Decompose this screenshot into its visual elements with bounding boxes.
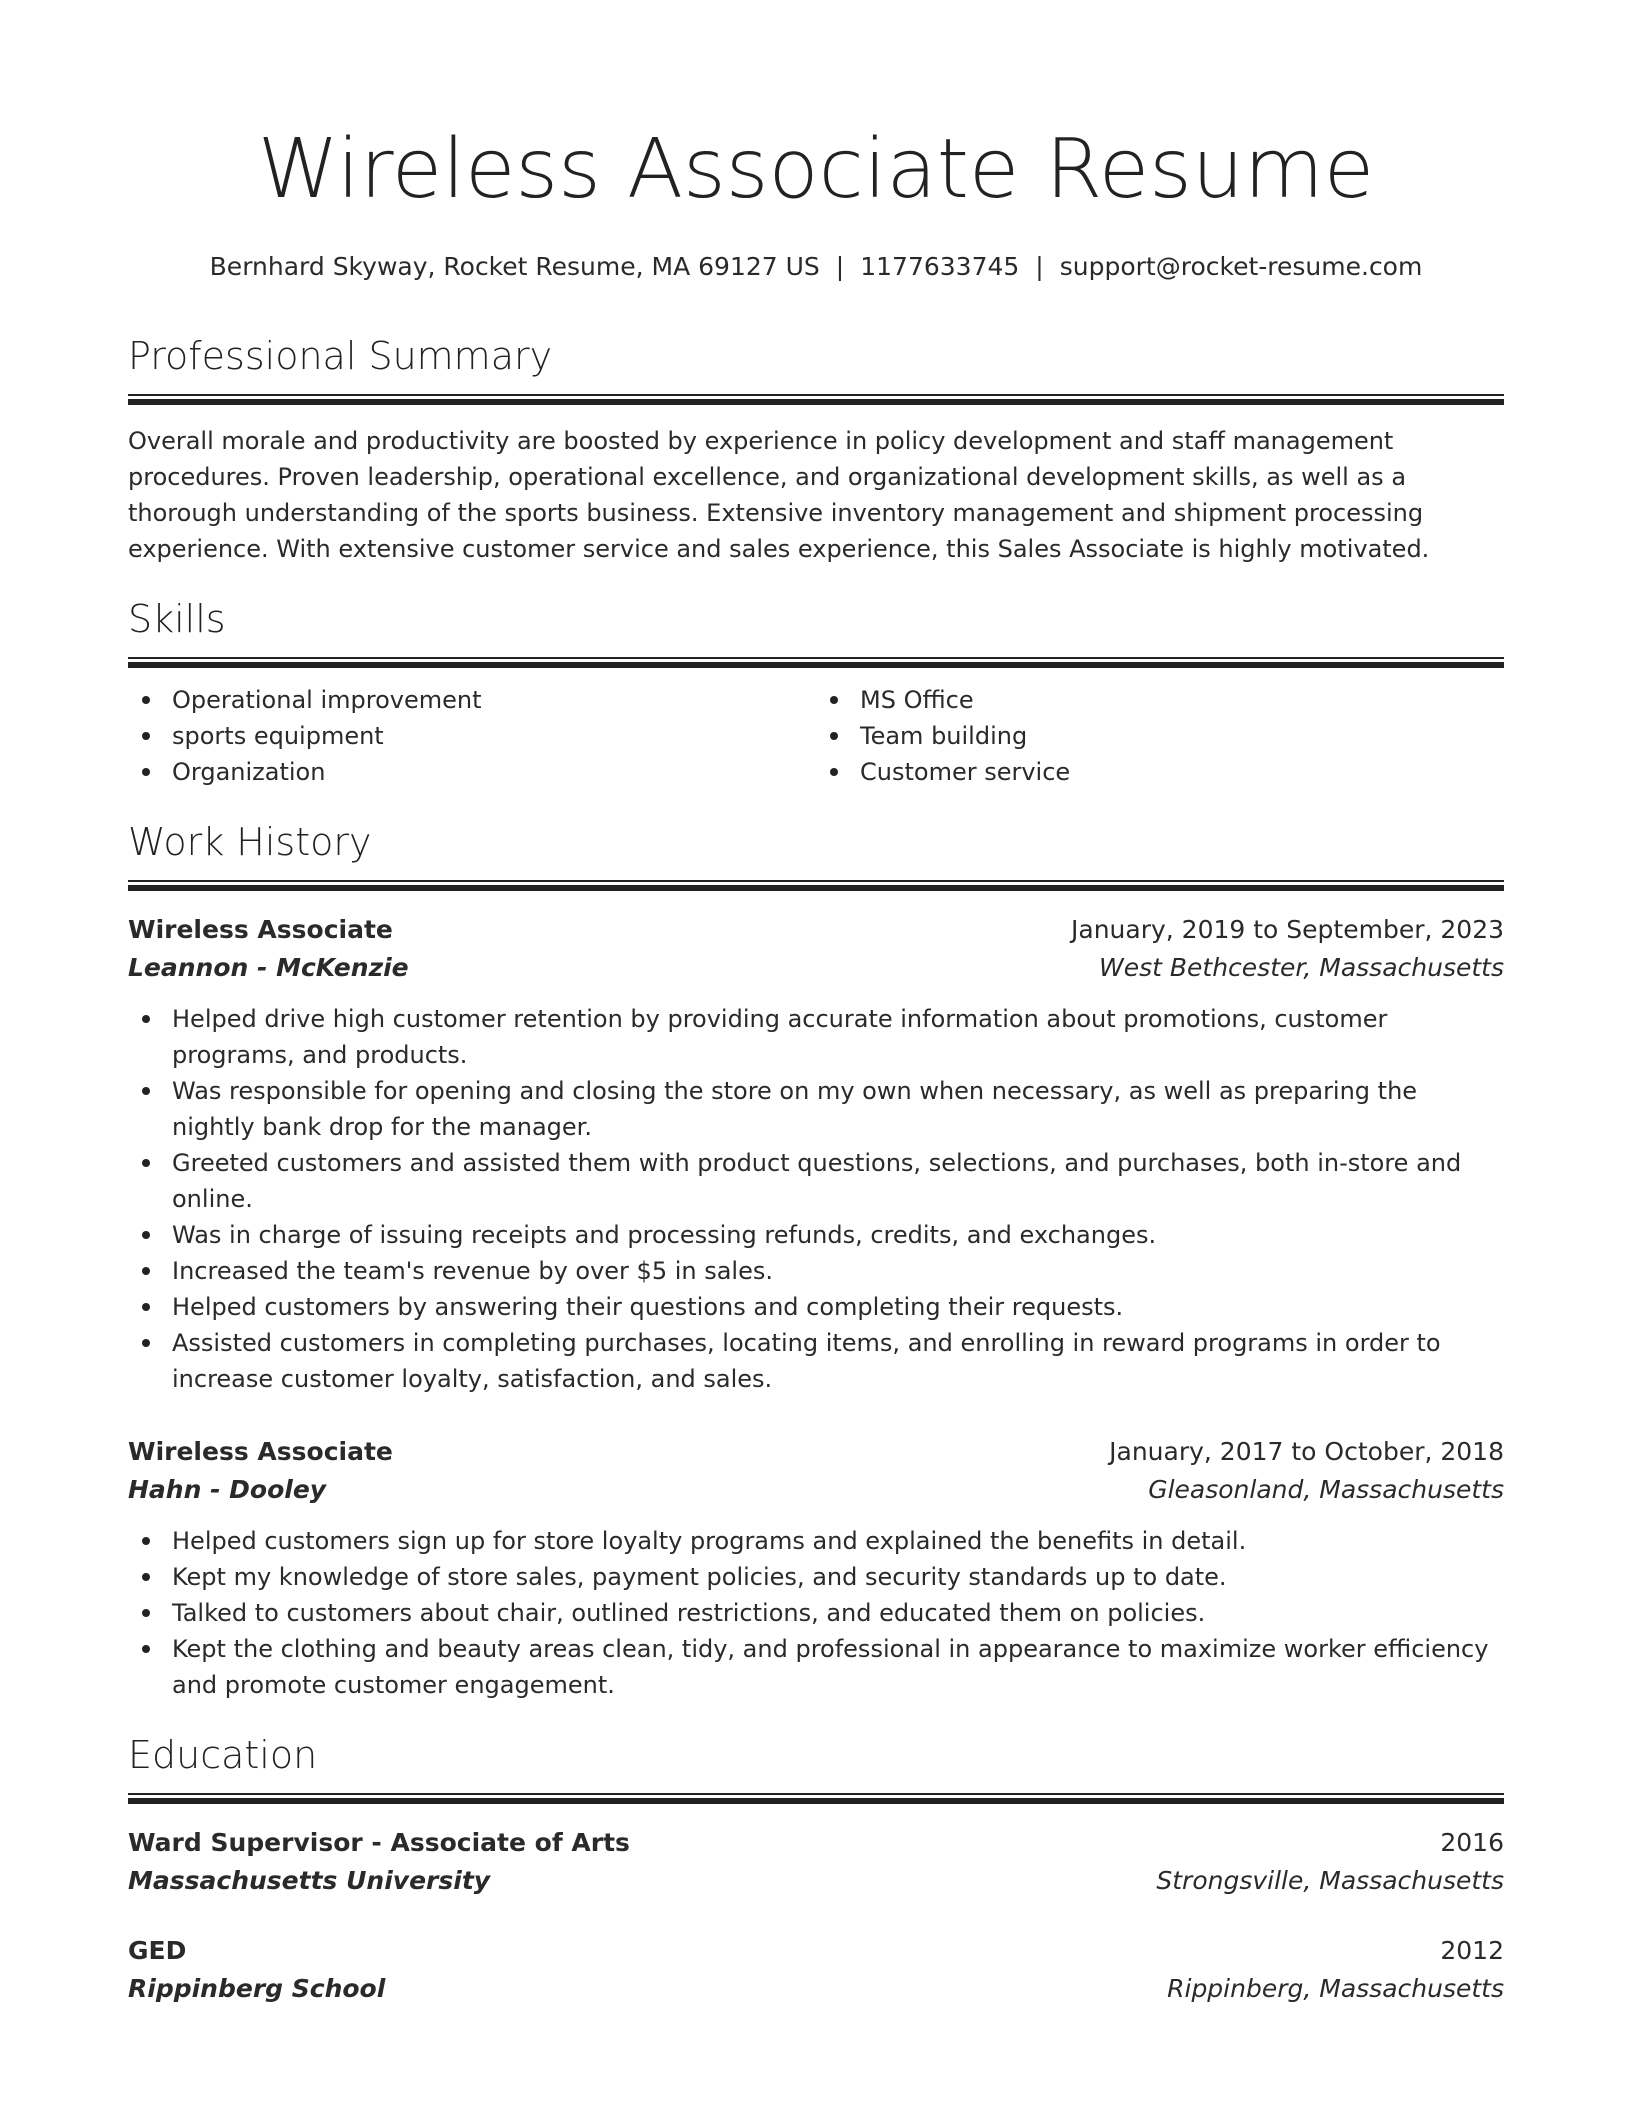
job-dates: January, 2017 to October, 2018 [1109,1437,1504,1466]
contact-separator: | [1035,252,1044,281]
skill-item: sports equipment [172,718,816,754]
work-history-section [128,818,1504,1703]
job-header-row [128,911,1504,949]
job-company-row [128,949,1504,987]
summary-section [128,332,1504,567]
skills-list [128,682,1504,790]
summary-heading: Professional Summary [128,334,553,378]
resume-title: Wireless Associate Resume [257,122,1375,217]
skills-heading: Skills [128,597,226,641]
job-bullet: Helped drive high customer retention by providing accurate information about promotions, customer programs, and products. [172,1001,1504,1073]
education-school: Rippinberg School [128,1974,386,2003]
education-school: Massachusetts University [128,1866,491,1895]
skill-item: Organization [172,754,816,790]
skills-section [128,595,1504,790]
contact-separator: | [835,252,845,281]
job-title: Wireless Associate [128,915,393,944]
work-history-heading: Work History [128,820,372,864]
education-location: Rippinberg, Massachusetts [1167,1974,1504,2003]
contact-address: Bernhard Skyway, Rocket Resume, MA 69127 US [209,252,820,281]
job-company: Hahn - Dooley [128,1475,327,1504]
job-bullet: Helped customers sign up for store loyalty programs and explained the benefits in detail. [172,1523,1504,1559]
skill-item: Operational improvement [172,682,816,718]
contact-line [128,250,1504,284]
job-header-row [128,1433,1504,1471]
education-entry [128,1824,1504,1900]
contact-phone: 1177633745 [860,252,1020,281]
skill-item: Team building [860,718,1504,754]
summary-text: Overall morale and productivity are boosted by experience in policy development and staff management procedures. Proven leadership, operational excellence, and organizational development skills, as well as a thorough understanding of the sports business. Extensive inventory management and shipment processing experience. With extensive customer service and sales experience, this Sales Associate is highly motivated. [128,427,1430,563]
job-bullet: Talked to customers about chair, outlined restrictions, and educated them on policies. [172,1595,1504,1631]
job-bullet: Was in charge of issuing receipts and processing refunds, credits, and exchanges. [172,1217,1504,1253]
education-entry [128,1932,1504,2008]
education-location: Strongsville, Massachusetts [1156,1866,1504,1895]
skills-column-right [816,682,1504,790]
job-location: Gleasonland, Massachusetts [1148,1475,1504,1504]
contact-email: support@rocket-resume.com [1059,252,1423,281]
job-entry [128,911,1504,1397]
education-school-row [128,1862,1504,1900]
section-divider [128,880,1504,891]
education-header-row [128,1932,1504,1970]
education-header-row [128,1824,1504,1862]
job-bullets [128,1001,1504,1397]
section-divider [128,657,1504,668]
skill-item: Customer service [860,754,1504,790]
education-degree: GED [128,1936,187,1965]
job-company-row [128,1471,1504,1509]
job-title: Wireless Associate [128,1437,393,1466]
section-divider [128,1793,1504,1804]
job-bullet: Assisted customers in completing purchases, locating items, and enrolling in reward programs in order to increase customer loyalty, satisfaction, and sales. [172,1325,1504,1397]
job-dates: January, 2019 to September, 2023 [1071,915,1504,944]
section-divider [128,394,1504,405]
job-bullet: Greeted customers and assisted them with product questions, selections, and purchases, both in-store and online. [172,1145,1504,1217]
job-bullet: Increased the team's revenue by over $5 in sales. [172,1253,1504,1289]
education-year: 2016 [1440,1828,1504,1857]
skills-column-left [128,682,816,790]
job-bullet: Helped customers by answering their questions and completing their requests. [172,1289,1504,1325]
education-school-row [128,1970,1504,2008]
job-entry [128,1433,1504,1703]
job-bullet: Kept my knowledge of store sales, payment policies, and security standards up to date. [172,1559,1504,1595]
job-bullet: Kept the clothing and beauty areas clean, tidy, and professional in appearance to maximize worker efficiency and promote customer engagement. [172,1631,1504,1703]
education-section [128,1731,1504,2008]
job-location: West Bethcester, Massachusetts [1099,953,1504,982]
job-company: Leannon - McKenzie [128,953,409,982]
skill-item: MS Office [860,682,1504,718]
education-degree: Ward Supervisor - Associate of Arts [128,1828,630,1857]
job-bullet: Was responsible for opening and closing the store on my own when necessary, as well as preparing the nightly bank drop for the manager. [172,1073,1504,1145]
education-heading: Education [128,1733,318,1777]
education-year: 2012 [1440,1936,1504,1965]
job-bullets [128,1523,1504,1703]
